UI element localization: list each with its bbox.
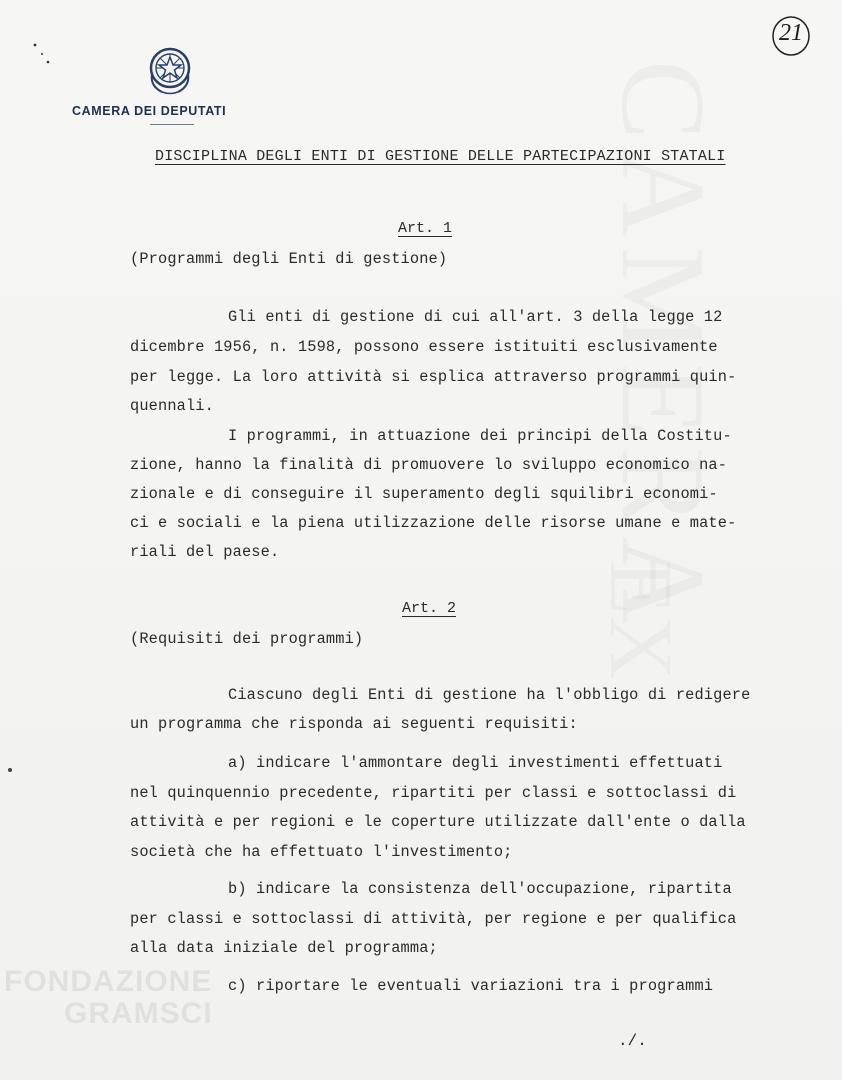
archive-watermark bbox=[4, 966, 213, 1030]
article-2-line: a) indicare l'ammontare degli investimenti effettuati bbox=[228, 754, 723, 772]
article-1-line: riali del paese. bbox=[130, 543, 280, 561]
italian-republic-emblem-icon bbox=[146, 44, 194, 96]
chamber-underline bbox=[150, 124, 194, 125]
article-2-line: alla data iniziale del programma; bbox=[130, 939, 438, 957]
margin-mark bbox=[8, 768, 12, 772]
article-1-heading: Art. 1 bbox=[398, 220, 453, 237]
bleed-through-ghost-lower bbox=[589, 560, 692, 680]
article-1-line: quennali. bbox=[130, 397, 214, 415]
article-2-line: b) indicare la consistenza dell'occupazione, ripartita bbox=[228, 880, 732, 898]
chamber-name: CAMERA DEI DEPUTATI bbox=[72, 104, 227, 118]
article-2-line: Ciascuno degli Enti di gestione ha l'obbligo di redigere bbox=[228, 686, 751, 704]
watermark-line-1: FONDAZIONE bbox=[4, 965, 213, 998]
document-title: DISCIPLINA DEGLI ENTI DI GESTIONE DELLE PARTECIPAZIONI STATALI bbox=[155, 148, 726, 165]
article-2-line: nel quinquennio precedente, ripartiti per classi e sottoclassi di bbox=[130, 784, 737, 802]
continuation-mark: ./. bbox=[618, 1032, 647, 1050]
article-2-line: un programma che risponda ai seguenti requisiti: bbox=[130, 715, 578, 733]
article-1-line: Gli enti di gestione di cui all'art. 3 della legge 12 bbox=[228, 308, 723, 326]
article-1-subtitle: (Programmi degli Enti di gestione) bbox=[130, 250, 448, 268]
scan-speck-icon bbox=[32, 42, 52, 66]
article-2-heading: Art. 2 bbox=[402, 600, 457, 617]
article-1-line: zionale e di conseguire il superamento degli squilibri economi- bbox=[130, 485, 718, 503]
article-1-line: zione, hanno la finalità di promuovere lo sviluppo economico na- bbox=[130, 456, 728, 474]
article-2-subtitle: (Requisiti dei programmi) bbox=[130, 630, 364, 648]
article-1-line: per legge. La loro attività si esplica attraverso programmi quin- bbox=[130, 368, 737, 386]
article-1-line: ci e sociali e la piena utilizzazione delle risorse umane e mate- bbox=[130, 514, 737, 532]
article-1-line: I programmi, in attuazione dei principi della Costitu- bbox=[228, 427, 732, 445]
article-2-line: c) riportare le eventuali variazioni tra i programmi bbox=[228, 977, 714, 995]
article-2-line: società che ha effettuato l'investimento; bbox=[130, 843, 513, 861]
article-2-line: per classi e sottoclassi di attività, per regione e per qualifica bbox=[130, 910, 737, 928]
article-2-line: attività e per regioni e le coperture utilizzate dall'ente o dalla bbox=[130, 813, 746, 831]
watermark-line-2: GRAMSCI bbox=[64, 997, 213, 1030]
page-number: 21 bbox=[779, 20, 803, 46]
article-1-line: dicembre 1956, n. 1598, possono essere istituiti esclusivamente bbox=[130, 338, 718, 356]
